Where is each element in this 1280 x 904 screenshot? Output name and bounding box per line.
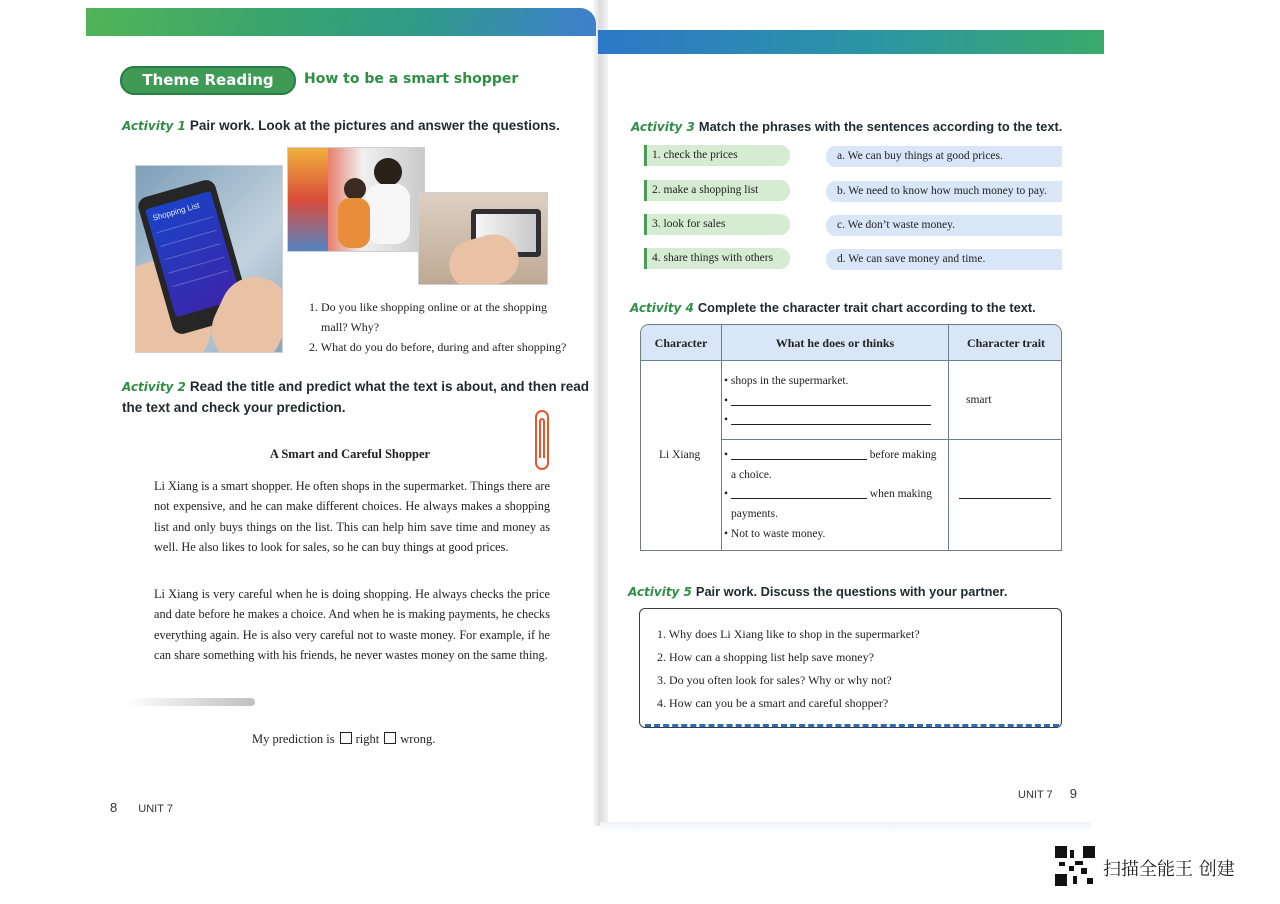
- row2-payments: payments.: [731, 508, 778, 520]
- theme-reading-label: Theme Reading: [120, 66, 296, 95]
- left-unit-label: UNIT 7: [138, 803, 173, 815]
- row1-blank-2: •: [724, 411, 931, 431]
- story-paragraph-1: Li Xiang is a smart shopper. He often shops in the supermarket. Things there are not expensive, and he can make different choices. He always makes a shopping list and only buys things on the list. This can help him save time and money as well. He also likes to look for sales, so he can buy things at good prices.: [154, 479, 550, 555]
- market-shopping-photo: [287, 147, 425, 252]
- phrase-2: 2. make a shopping list: [644, 180, 790, 201]
- sentence-b: b. We need to know how much money to pay.: [826, 181, 1062, 202]
- wrong-checkbox[interactable]: [384, 732, 396, 744]
- row1-blank-1: •: [724, 392, 931, 412]
- right-page-number: 9: [1069, 786, 1077, 801]
- right-label: right: [355, 732, 380, 746]
- question-2: 2. What do you do before, during and after shopping?: [309, 340, 567, 354]
- question-1: 1. Do you like shopping online or at the shopping: [309, 300, 547, 314]
- row2-trait-blank: [959, 485, 1051, 505]
- activity5-heading: [628, 584, 1007, 599]
- activity2-heading: [122, 379, 589, 394]
- book-spine: [592, 0, 608, 826]
- sentence-c: c. We don’t waste money.: [826, 215, 1062, 236]
- character-name: Li Xiang: [659, 449, 701, 461]
- story-card-shadow: [125, 698, 255, 706]
- story-title: A Smart and Careful Shopper: [269, 447, 431, 461]
- activity3-instruction: Match the phrases with the sentences according to the text.: [698, 119, 1063, 134]
- header-band-right: [598, 30, 1104, 54]
- right-unit-label: UNIT 7: [1018, 789, 1053, 801]
- paperclip-icon-inner: [539, 418, 545, 458]
- activity2-tag: Activity 2: [122, 380, 186, 394]
- activity5-instruction: Pair work. Discuss the questions with your partner.: [695, 584, 1008, 599]
- row2-before: • before making: [724, 449, 937, 461]
- theme-title: How to be a smart shopper: [304, 71, 519, 87]
- header-band-left: [86, 8, 596, 36]
- shopper-head: [344, 178, 366, 200]
- discussion-question-2: 2. How can a shopping list help save money?: [657, 650, 874, 664]
- header-actions: What he does or thinks: [775, 336, 895, 350]
- shopper-head: [374, 158, 402, 186]
- activity4-tag: Activity 4: [630, 301, 694, 315]
- phone-shopping-list-photo: [135, 165, 283, 353]
- online-shopping-photo: [418, 192, 548, 285]
- row2-last: • Not to waste money.: [724, 528, 826, 540]
- phrase-3: 3. look for sales: [644, 214, 790, 235]
- header-trait: Character trait: [966, 336, 1046, 350]
- activity3-tag: Activity 3: [631, 120, 695, 134]
- sentence-a: a. We can buy things at good prices.: [826, 146, 1062, 167]
- scan-edge: [600, 822, 1090, 834]
- activity2-instruction: Read the title and predict what the text is about, and then read: [189, 379, 589, 394]
- sentence-d: d. We can save money and time.: [826, 249, 1062, 270]
- header-character: Character: [654, 336, 708, 350]
- discussion-question-1: 1. Why does Li Xiang like to shop in the supermarket?: [657, 627, 920, 641]
- discussion-question-4: 4. How can you be a smart and careful shopper?: [657, 696, 889, 710]
- activity1-instruction: Pair work. Look at the pictures and answer the questions.: [189, 118, 560, 133]
- activity2-instruction-cont: the text and check your prediction.: [122, 400, 346, 415]
- character-trait-chart: [640, 324, 1062, 551]
- story-paragraph-2: Li Xiang is very careful when he is doing shopping. He always checks the price and date before he makes a choice. And when he is making payments, he checks everything again. He is also very careful not to waste money. For example, if he can share something with his friends, he never wastes money on the same thing.: [154, 587, 550, 663]
- left-folio: [110, 800, 173, 815]
- phrase-4: 4. share things with others: [644, 248, 790, 269]
- right-checkbox[interactable]: [340, 732, 352, 744]
- discussion-question-3: 3. Do you often look for sales? Why or why not?: [657, 673, 892, 687]
- question-1-cont: mall? Why?: [321, 320, 380, 334]
- activity4-instruction: Complete the character trait chart according to the text.: [697, 300, 1036, 315]
- activity1-tag: Activity 1: [122, 119, 186, 133]
- row2-choice: a choice.: [731, 469, 772, 481]
- row1-trait: smart: [966, 394, 992, 406]
- prediction-prefix: My prediction is: [252, 732, 335, 746]
- watermark-text: 扫描全能王 创建: [1103, 859, 1235, 880]
- right-folio: [1018, 786, 1077, 801]
- shopper-body: [338, 198, 370, 248]
- activity4-heading: [630, 300, 1036, 315]
- activity5-tag: Activity 5: [628, 585, 692, 599]
- row2-when: • when making: [724, 488, 933, 500]
- prediction-line: [252, 732, 435, 747]
- phone-screen-title: Shopping List: [151, 200, 201, 223]
- shopper-body: [366, 184, 410, 244]
- wrong-label: wrong.: [400, 732, 436, 746]
- phrase-1: 1. check the prices: [644, 145, 790, 166]
- qr-code-icon: [1055, 846, 1095, 886]
- activity1-heading: [122, 118, 560, 133]
- row1-item: • shops in the supermarket.: [724, 375, 849, 387]
- left-page-number: 8: [110, 800, 118, 815]
- discussion-dashed-border: [645, 724, 1059, 727]
- activity3-heading: [631, 119, 1062, 134]
